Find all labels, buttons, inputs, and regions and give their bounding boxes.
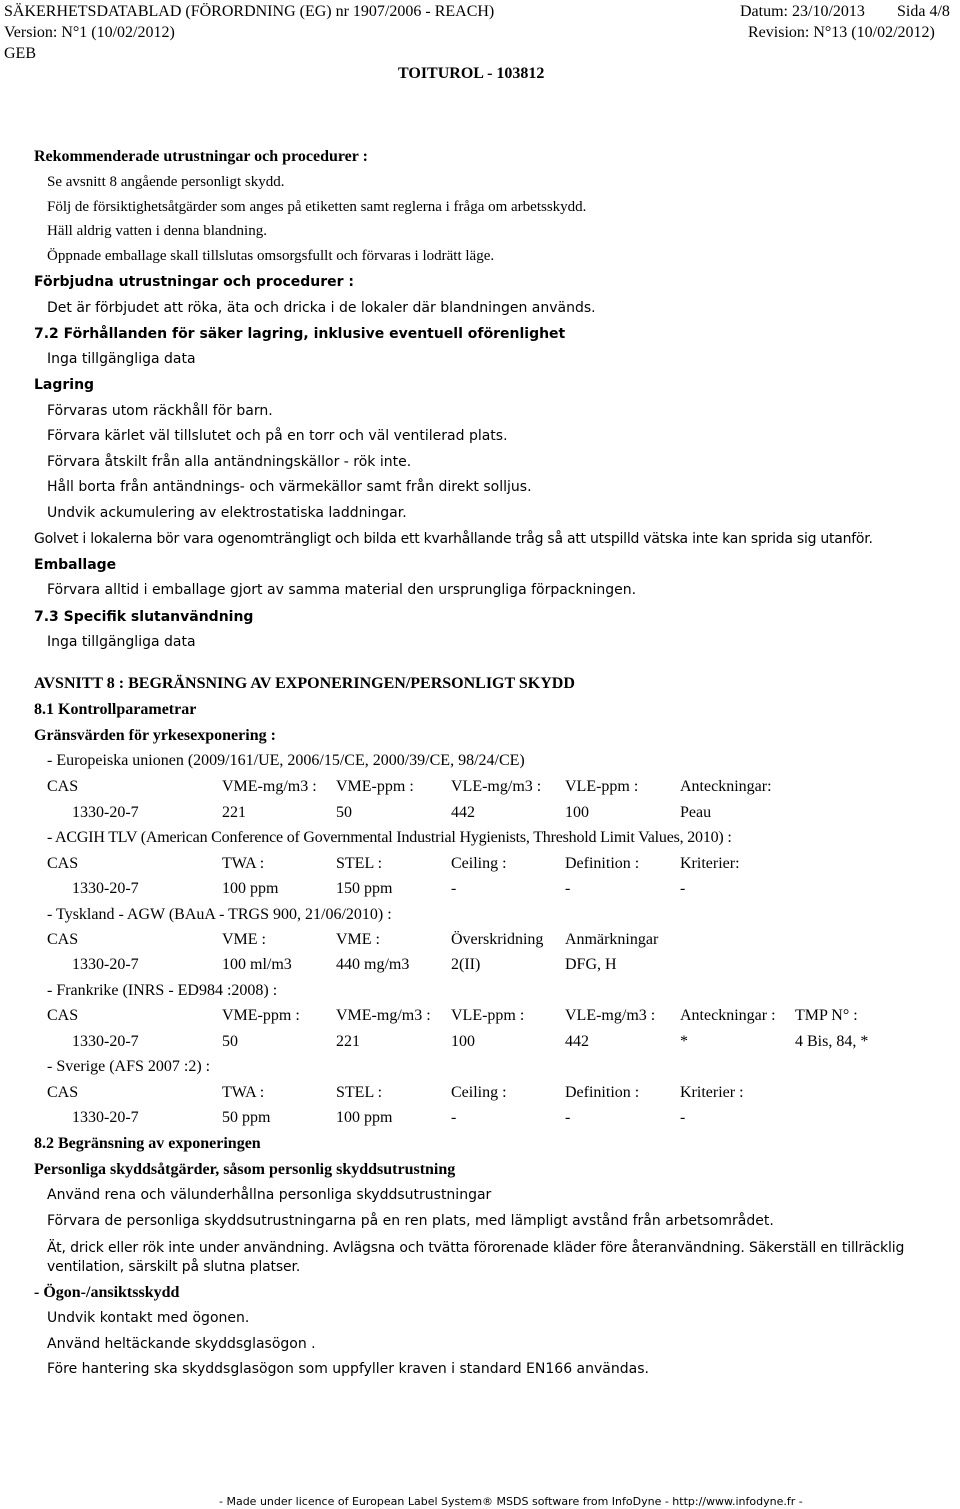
table-header-cell: Kriterier : <box>680 1084 744 1101</box>
table-header-cell: STEL : <box>336 1084 383 1101</box>
limits-title: Gränsvärden för yrkesexponering : <box>34 727 276 744</box>
ppe-line: Använd rena och välunderhållna personliga skyddsutrustningar <box>47 1187 492 1203</box>
table-header-cell: CAS <box>47 1084 79 1101</box>
table-header-cell: Definition : <box>565 1084 640 1101</box>
no-data-text: Inga tillgängliga data <box>47 634 196 650</box>
no-data-text: Inga tillgängliga data <box>47 351 196 367</box>
table-header-cell: TWA : <box>222 1084 265 1101</box>
table-cell: * <box>680 1033 688 1050</box>
section-8-1-title: 8.1 Kontrollparametrar <box>34 701 197 718</box>
storage-title: Lagring <box>34 377 95 393</box>
storage-line: Förvara åtskilt från alla antändningskällor - rök inte. <box>47 454 412 470</box>
table-cell: 50 <box>222 1033 238 1050</box>
table-header-cell: Ceiling : <box>451 1084 507 1101</box>
language-code: GEB <box>4 45 36 62</box>
table-header-cell: VLE-ppm : <box>451 1007 525 1024</box>
table-header-cell: Anteckningar: <box>680 778 772 795</box>
table-header-cell: TWA : <box>222 855 265 872</box>
table-header-cell: VME-mg/m3 : <box>336 1007 431 1024</box>
document-date: Datum: 23/10/2013 <box>740 3 865 20</box>
germany-title: - Tyskland - AGW (BAuA - TRGS 900, 21/06/2010) : <box>47 906 392 923</box>
table-cell: 50 ppm <box>222 1109 271 1126</box>
table-cell: 1330-20-7 <box>72 880 139 897</box>
table-cell: 1330-20-7 <box>72 1109 139 1126</box>
recommended-line: Följ de försiktighetsåtgärder som anges på etiketten samt reglerna i fråga om arbetsskydd. <box>47 199 587 215</box>
section-7-3-title: 7.3 Specifik slutanvändning <box>34 609 254 625</box>
table-cell: - <box>451 880 457 897</box>
table-cell: 4 Bis, 84, * <box>795 1033 869 1050</box>
table-cell: 442 <box>565 1033 589 1050</box>
table-cell: 1330-20-7 <box>72 956 139 973</box>
table-cell: Peau <box>680 804 712 821</box>
eye-line: Använd heltäckande skyddsglasögon . <box>47 1336 316 1352</box>
table-header-cell: VLE-ppm : <box>565 778 639 795</box>
recommended-title: Rekommenderade utrustningar och procedurer : <box>34 148 368 165</box>
table-cell: 1330-20-7 <box>72 804 139 821</box>
table-cell: 150 ppm <box>336 880 393 897</box>
table-cell: 100 ml/m3 <box>222 956 292 973</box>
table-cell: 100 <box>451 1033 475 1050</box>
table-header-cell: VME : <box>222 931 266 948</box>
table-cell: 442 <box>451 804 475 821</box>
table-header-cell: CAS <box>47 778 79 795</box>
table-cell: 221 <box>336 1033 360 1050</box>
table-cell: 1330-20-7 <box>72 1033 139 1050</box>
section-8-2-title: 8.2 Begränsning av exponeringen <box>34 1135 261 1152</box>
table-header-cell: VME : <box>336 931 380 948</box>
page-number: Sida 4/8 <box>897 3 950 20</box>
forbidden-line: Det är förbjudet att röka, äta och dricka i de lokaler där blandningen används. <box>47 300 596 316</box>
table-header-cell: VME-ppm : <box>336 778 414 795</box>
recommended-line: Häll aldrig vatten i denna blandning. <box>47 223 267 239</box>
table-header-cell: VLE-mg/m3 : <box>565 1007 656 1024</box>
table-header-cell: TMP N° : <box>795 1007 858 1024</box>
table-cell: 100 <box>565 804 589 821</box>
eye-line: Undvik kontakt med ögonen. <box>47 1310 250 1326</box>
ppe-long-line: Ät, drick eller rök inte under användning. Avlägsna och tvätta förorenade kläder före återanvändning. Säkerställ en tillräcklig ventilation, särskilt på slutna platser. <box>47 1240 905 1275</box>
table-cell: 440 mg/m3 <box>336 956 410 973</box>
packaging-title: Emballage <box>34 557 117 573</box>
recommended-line: Se avsnitt 8 angående personligt skydd. <box>47 174 285 190</box>
table-header-cell: CAS <box>47 855 79 872</box>
table-header-cell: Överskridning <box>451 931 544 948</box>
table-cell: 2(II) <box>451 956 481 973</box>
table-header-cell: CAS <box>47 931 79 948</box>
storage-line: Förvaras utom räckhåll för barn. <box>47 403 273 419</box>
table-header-cell: Anteckningar : <box>680 1007 776 1024</box>
table-cell: - <box>565 880 571 897</box>
section-8-title: AVSNITT 8 : BEGRÄNSNING AV EXPONERINGEN/PERSONLIGT SKYDD <box>34 675 575 692</box>
table-cell: - <box>680 880 686 897</box>
packaging-line: Förvara alltid i emballage gjort av samma material den ursprungliga förpackningen. <box>47 582 637 598</box>
table-cell: 100 ppm <box>222 880 279 897</box>
storage-line: Förvara kärlet väl tillslutet och på en torr och väl ventilerad plats. <box>47 428 508 444</box>
eu-title: - Europeiska unionen (2009/161/UE, 2006/15/CE, 2000/39/CE, 98/24/CE) <box>47 752 525 769</box>
table-cell: - <box>565 1109 571 1126</box>
acgih-title: - ACGIH TLV (American Conference of Governmental Industrial Hygienists, Threshold Limit Values, 2010) : <box>47 829 732 846</box>
table-header-cell: Definition : <box>565 855 640 872</box>
table-cell: 50 <box>336 804 352 821</box>
table-header-cell: CAS <box>47 1007 79 1024</box>
storage-line: Håll borta från antändnings- och värmekällor samt från direkt solljus. <box>47 479 532 495</box>
table-header-cell: Anmärkningar <box>565 931 659 948</box>
table-header-cell: Kriterier: <box>680 855 740 872</box>
table-header-cell: STEL : <box>336 855 383 872</box>
table-header-cell: VME-mg/m3 : <box>222 778 317 795</box>
table-header-cell: Ceiling : <box>451 855 507 872</box>
ppe-line: Förvara de personliga skyddsutrustningarna på en ren plats, med lämpligt avstånd från arbetsområdet. <box>47 1213 774 1229</box>
table-cell: 100 ppm <box>336 1109 393 1126</box>
france-title: - Frankrike (INRS - ED984 :2008) : <box>47 982 278 999</box>
sweden-title: - Sverige (AFS 2007 :2) : <box>47 1058 211 1075</box>
table-header-cell: VLE-mg/m3 : <box>451 778 542 795</box>
document-title: SÄKERHETSDATABLAD (FÖRORDNING (EG) nr 1907/2006 - REACH) <box>4 3 495 20</box>
recommended-line: Öppnade emballage skall tillslutas omsorgsfullt och förvaras i lodrätt läge. <box>47 248 495 264</box>
table-cell: - <box>451 1109 457 1126</box>
table-cell: DFG, H <box>565 956 617 973</box>
section-7-2-title: 7.2 Förhållanden för säker lagring, inklusive eventuell oförenlighet <box>34 326 566 342</box>
storage-line: Undvik ackumulering av elektrostatiska laddningar. <box>47 505 407 521</box>
footer-text: - Made under licence of European Label System® MSDS software from InfoDyne - http://www.infodyne.fr - <box>219 1495 803 1508</box>
table-cell: - <box>680 1109 686 1126</box>
document-revision: Revision: N°13 (10/02/2012) <box>748 24 935 41</box>
ppe-title: Personliga skyddsåtgärder, såsom personlig skyddsutrustning <box>34 1161 456 1178</box>
document-version: Version: N°1 (10/02/2012) <box>4 24 175 41</box>
table-header-cell: VME-ppm : <box>222 1007 300 1024</box>
product-name: TOITUROL - 103812 <box>398 65 545 82</box>
table-cell: 221 <box>222 804 246 821</box>
forbidden-title: Förbjudna utrustningar och procedurer : <box>34 274 355 290</box>
eye-protection-title: - Ögon-/ansiktsskydd <box>34 1284 180 1301</box>
storage-long-line: Golvet i lokalerna bör vara ogenomträngligt och bilda ett kvarhållande tråg så att utspilld vätska inte kan sprida sig utanför. <box>34 531 873 547</box>
eye-line: Före hantering ska skyddsglasögon som uppfyller kraven i standard EN166 användas. <box>47 1361 649 1377</box>
